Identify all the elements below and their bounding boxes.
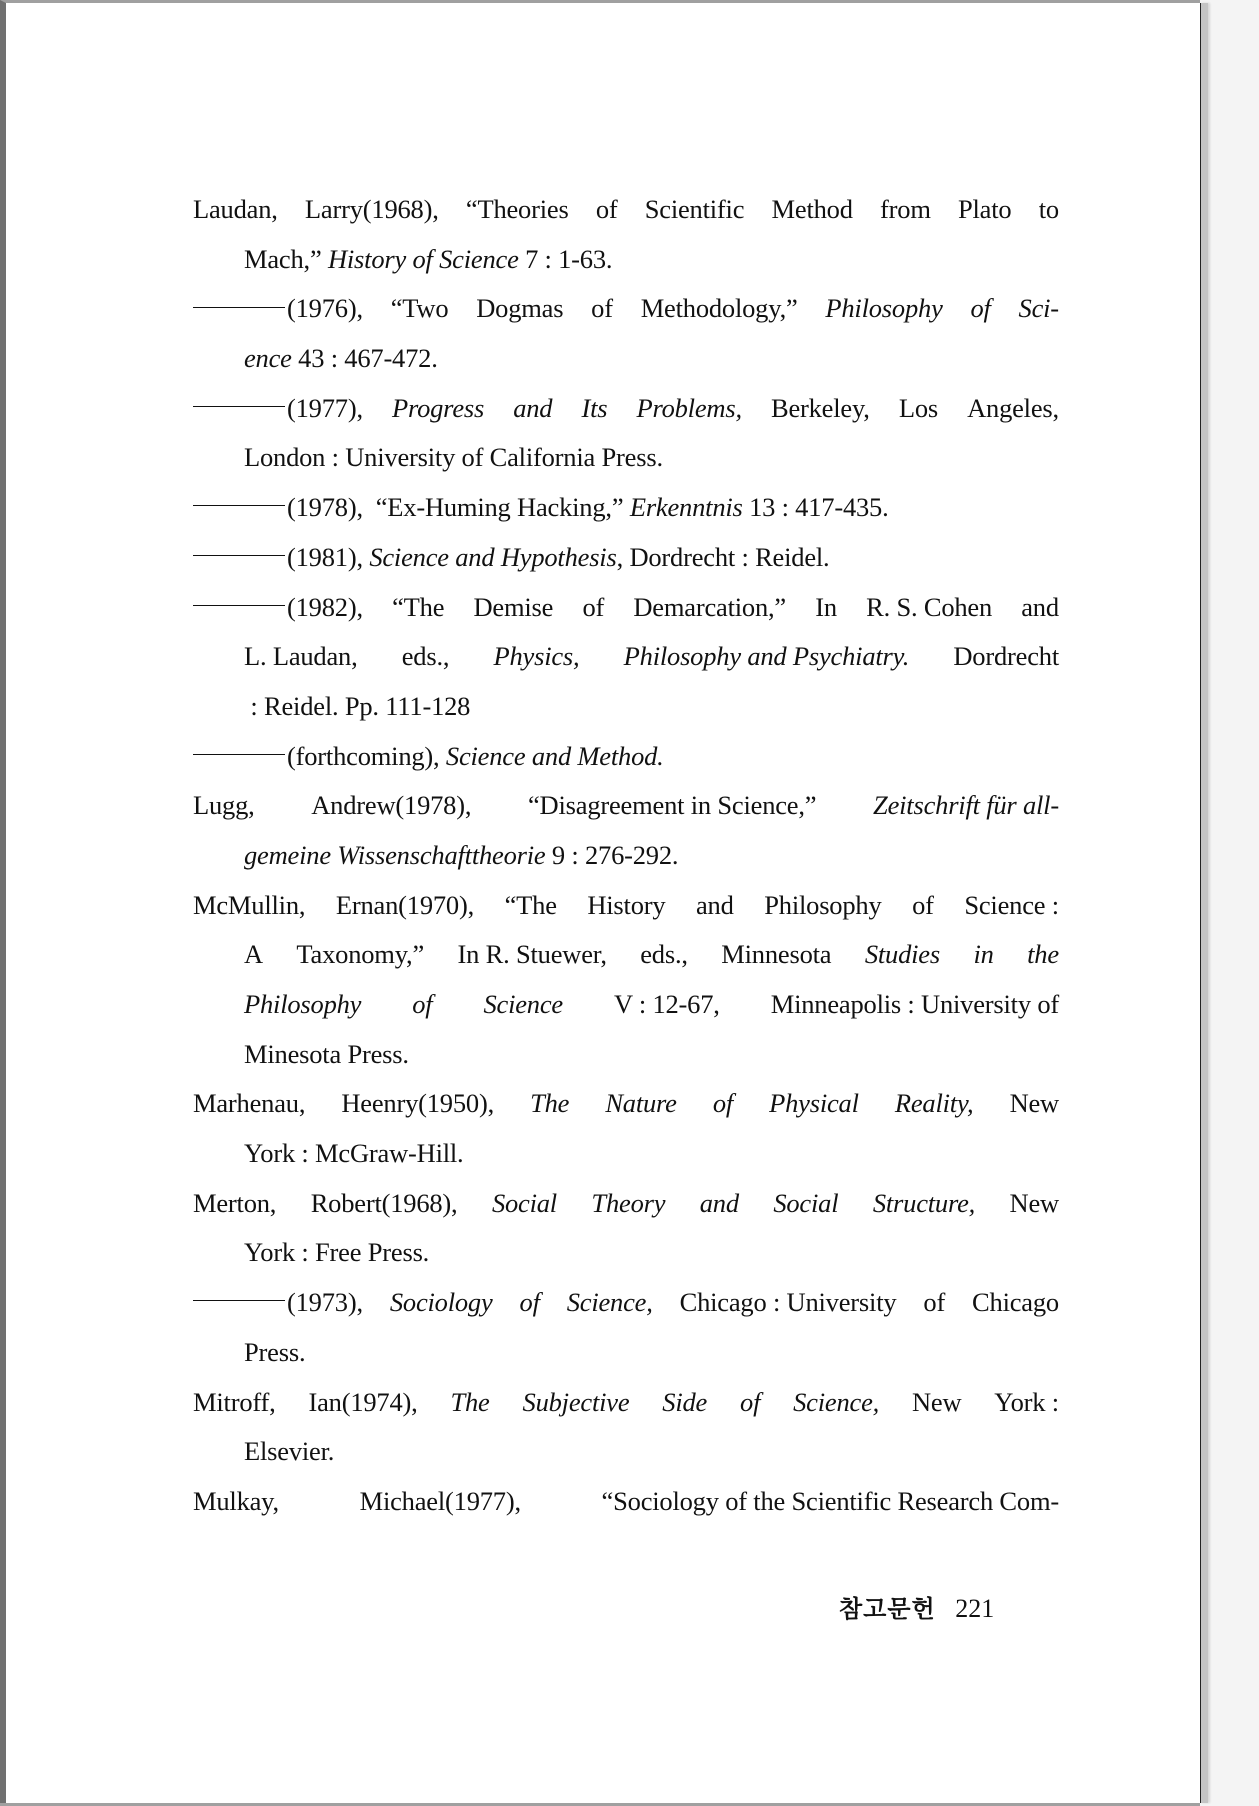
word: Methodology,” xyxy=(640,293,798,324)
reference-line xyxy=(193,1179,1059,1229)
reference-line xyxy=(193,781,1059,831)
ditto-dash xyxy=(193,1300,285,1301)
word: Dordrecht xyxy=(953,641,1059,672)
page-number: 221 xyxy=(955,1594,995,1623)
word: (1976), xyxy=(287,293,363,324)
reference-line xyxy=(193,1378,1059,1428)
word: Taxonomy,” xyxy=(296,939,425,970)
word: Demise xyxy=(473,591,554,622)
word: Larry(1968), xyxy=(304,194,439,224)
text: : Reidel. Pp. 111-128 xyxy=(244,690,471,721)
journal-title: History of Science xyxy=(327,243,519,274)
ditto-entry xyxy=(193,483,889,533)
word: Physical xyxy=(769,1088,859,1119)
word: Philosophy xyxy=(244,989,362,1019)
word: In xyxy=(815,591,837,622)
reference-line xyxy=(193,583,1059,633)
word: eds., xyxy=(640,939,688,970)
word: Chicago : University xyxy=(679,1287,897,1318)
word: In R. Stuewer, xyxy=(457,939,607,970)
word: of xyxy=(595,194,618,224)
word: Plato xyxy=(957,194,1012,224)
text: 9 : 276-292. xyxy=(545,839,679,870)
word: Sociology xyxy=(389,1287,493,1318)
word: (1973), xyxy=(287,1287,363,1318)
reference-line xyxy=(193,980,1059,1030)
reference-line xyxy=(193,533,1059,583)
word: “The xyxy=(504,889,557,920)
word: Its xyxy=(581,392,608,423)
ditto-dash xyxy=(193,505,285,506)
word: (1982), xyxy=(287,591,363,622)
reference-list xyxy=(193,185,1059,1527)
word: “Theories xyxy=(465,194,569,224)
text: York : Free Press. xyxy=(244,1237,430,1268)
ditto-dash xyxy=(193,307,285,308)
reference-line xyxy=(193,632,1059,682)
word: Demarcation,” xyxy=(633,591,786,622)
word: Laudan, xyxy=(193,194,278,224)
text: Press. xyxy=(244,1336,306,1367)
word: Social xyxy=(491,1187,557,1218)
word: Side xyxy=(662,1386,708,1417)
word: Michael(1977), xyxy=(359,1485,521,1516)
word: Minnesota xyxy=(721,939,832,970)
word: Los xyxy=(898,392,938,423)
word: Angeles, xyxy=(967,392,1059,423)
word: Physics, xyxy=(493,641,580,672)
word: York : xyxy=(994,1386,1059,1417)
word: Progress xyxy=(391,392,485,423)
word: Lugg, xyxy=(193,790,255,821)
word: New xyxy=(1009,1187,1059,1218)
word: Science xyxy=(483,989,563,1019)
reference-line xyxy=(193,682,1059,732)
word: Sci- xyxy=(1018,293,1059,324)
word: Problems, xyxy=(636,392,742,423)
reference-line xyxy=(193,831,1059,881)
text: Mach,” xyxy=(244,243,328,274)
journal-title: Erkenntnis xyxy=(629,492,743,523)
word: New xyxy=(911,1386,962,1417)
word: Philosophy xyxy=(825,293,943,324)
word: Scientific xyxy=(644,194,745,224)
word: of xyxy=(712,1088,734,1119)
word: of xyxy=(970,293,991,324)
section-title: 참고문헌 xyxy=(839,1595,936,1623)
word: of xyxy=(519,1287,540,1318)
ditto-entry xyxy=(193,732,664,782)
text: York : McGraw-Hill. xyxy=(244,1138,464,1169)
word: Reality, xyxy=(894,1088,974,1119)
reference-line xyxy=(193,881,1059,931)
word: Mitroff, xyxy=(193,1386,276,1417)
word: History xyxy=(587,889,666,920)
text: Elsevier. xyxy=(244,1436,335,1467)
word: of xyxy=(591,293,613,324)
reference-line xyxy=(193,384,1059,434)
word: of xyxy=(582,591,605,622)
word: Dogmas xyxy=(476,293,564,324)
word: Philosophy xyxy=(764,889,882,920)
text: 43 : 467-472. xyxy=(291,343,438,374)
word: V : 12-67, xyxy=(613,989,720,1019)
word: Science : xyxy=(964,889,1059,920)
ditto-entry xyxy=(193,1278,363,1328)
text: Minesota Press. xyxy=(244,1038,409,1069)
word: eds., xyxy=(401,641,450,672)
text: (forthcoming), xyxy=(287,740,446,771)
word: and xyxy=(1021,591,1059,622)
word: Nature xyxy=(605,1088,677,1119)
word: Chicago xyxy=(972,1287,1059,1318)
reference-line xyxy=(193,930,1059,980)
word: Philosophy and Psychiatry. xyxy=(623,641,910,672)
reference-line xyxy=(193,1427,1059,1477)
word: of xyxy=(740,1386,761,1417)
ditto-dash xyxy=(193,754,285,755)
reference-line xyxy=(193,1228,1059,1278)
word: Structure, xyxy=(872,1187,976,1218)
page-edge xyxy=(1200,3,1208,1803)
word: from xyxy=(880,194,931,224)
word: A xyxy=(244,939,263,970)
reference-line xyxy=(193,185,1059,235)
word: the xyxy=(1027,939,1059,970)
word: “Disagreement in Science,” xyxy=(527,790,817,821)
word: Mulkay, xyxy=(193,1485,279,1516)
word: The xyxy=(450,1386,490,1417)
word: New xyxy=(1009,1088,1059,1119)
reference-line xyxy=(193,1030,1059,1080)
word: Studies xyxy=(864,939,940,970)
ditto-entry xyxy=(193,583,363,633)
word: and xyxy=(513,392,553,423)
text: (1981), xyxy=(287,541,370,572)
reference-line xyxy=(193,1129,1059,1179)
ditto-dash xyxy=(193,406,285,407)
text: , Dordrecht : Reidel. xyxy=(616,541,830,572)
journal-title: gemeine Wissenschafttheorie xyxy=(244,839,546,870)
word: Social xyxy=(773,1187,839,1218)
book-title: Science and Hypothesis xyxy=(369,541,617,572)
word: The xyxy=(530,1088,570,1119)
word: of xyxy=(923,1287,946,1318)
word: Heenry(1950), xyxy=(341,1088,494,1119)
reference-line xyxy=(193,1477,1059,1527)
word: Ian(1974), xyxy=(308,1386,418,1417)
word: “Two xyxy=(390,293,449,324)
word: Science, xyxy=(793,1386,880,1417)
word: of xyxy=(412,989,433,1019)
word: Zeitschrift für all- xyxy=(873,790,1059,821)
word: Robert(1968), xyxy=(310,1187,458,1218)
ditto-entry xyxy=(193,384,363,434)
word: “Sociology of the Scientific Research Com- xyxy=(601,1485,1059,1516)
journal-title: ence xyxy=(244,343,292,374)
word: Ernan(1970), xyxy=(335,889,475,920)
word: to xyxy=(1038,194,1059,224)
reference-line xyxy=(193,1278,1059,1328)
ditto-dash xyxy=(193,605,285,606)
reference-line xyxy=(193,235,1059,285)
word: (1977), xyxy=(287,392,363,423)
reference-line xyxy=(193,1079,1059,1129)
word: Minneapolis : University of xyxy=(770,989,1059,1019)
word: Berkeley, xyxy=(770,392,870,423)
word: Subjective xyxy=(522,1386,630,1417)
word: Theory xyxy=(591,1187,666,1218)
reference-line xyxy=(193,483,1059,533)
reference-line xyxy=(193,334,1059,384)
reference-line xyxy=(193,1328,1059,1378)
word: McMullin, xyxy=(193,889,306,920)
word: Merton, xyxy=(193,1187,277,1218)
word: Science, xyxy=(566,1287,653,1318)
reference-line xyxy=(193,732,1059,782)
word: of xyxy=(912,889,934,920)
word: and xyxy=(699,1187,739,1218)
book-title: Science and Method. xyxy=(445,740,664,771)
word: “The xyxy=(392,591,445,622)
text: 13 : 417-435. xyxy=(742,492,889,523)
text: 7 : 1-63. xyxy=(518,243,613,274)
ditto-dash xyxy=(193,555,285,556)
text: (1978), “Ex-Huming Hacking,” xyxy=(287,492,630,523)
reference-line xyxy=(193,284,1059,334)
word: Method xyxy=(771,194,853,224)
ditto-entry xyxy=(193,533,829,583)
reference-line xyxy=(193,433,1059,483)
word: in xyxy=(973,939,994,970)
page-footer xyxy=(839,1589,994,1624)
word: Marhenau, xyxy=(193,1088,306,1119)
text: London : University of California Press. xyxy=(244,442,663,473)
word: L. Laudan, xyxy=(244,641,358,672)
word: Andrew(1978), xyxy=(311,790,472,821)
ditto-entry xyxy=(193,284,363,334)
word: R. S. Cohen xyxy=(866,591,993,622)
word: and xyxy=(696,889,734,920)
